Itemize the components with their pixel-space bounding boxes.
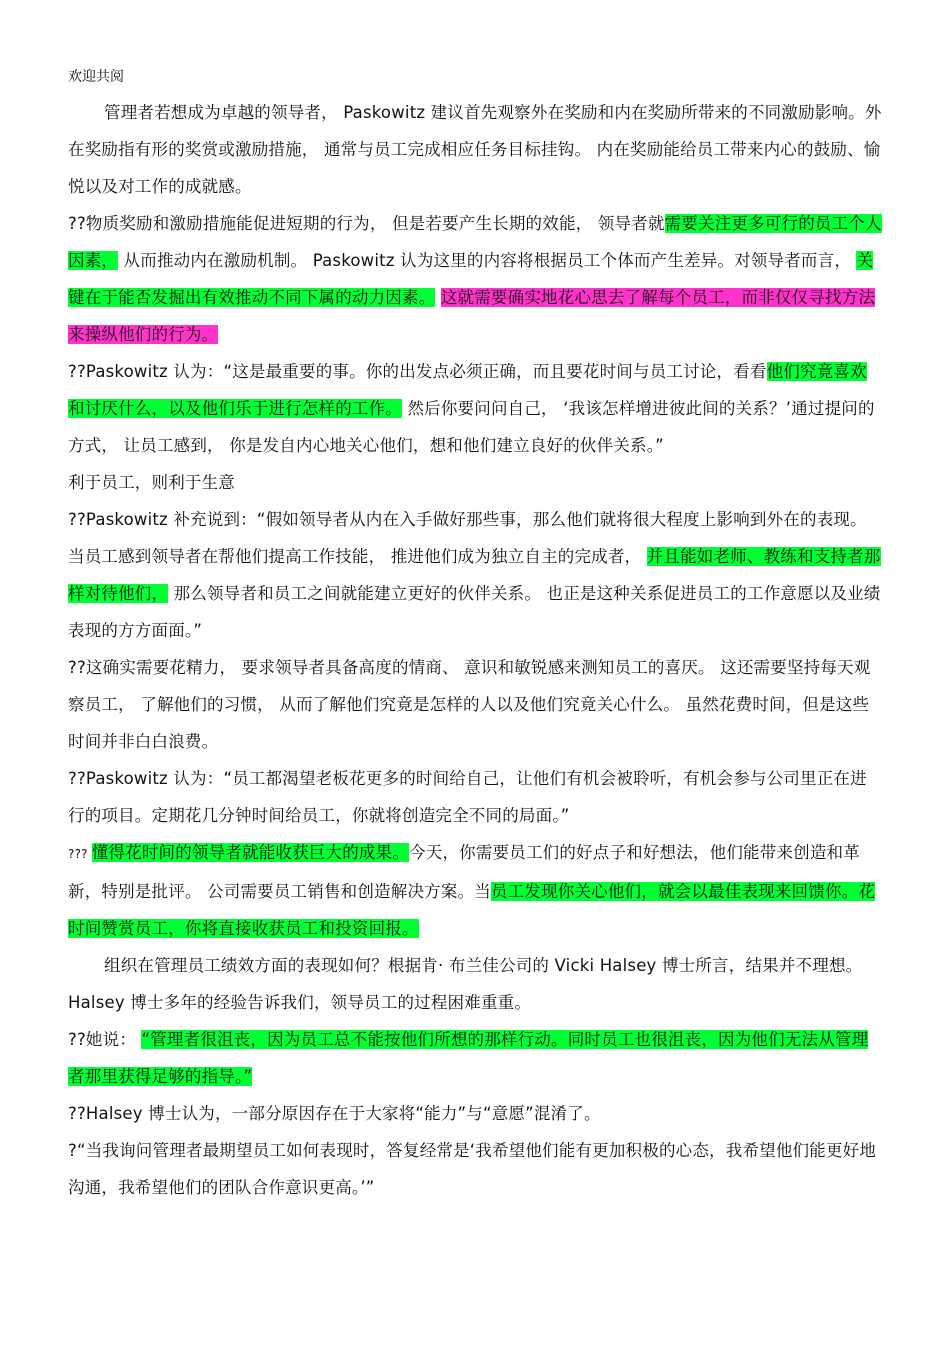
- paragraph-text: ??Paskowitz 补充说到：“假如领导者从内在入手做好那些事，那么他们就将很大程度上影响到外在的表现。当员工感到领导者在帮他们提高工作技能， 推进他们成为独立自主的完成者，: [68, 510, 867, 566]
- paragraph-text: 今天，你需要员工们的好点子和好想法，他们能带来创造和革新，特别是批评。 公司需要员工销售和创造解决方案。当: [68, 843, 860, 901]
- highlighted-text-magenta: 这就需要确实地花心思去了解每个员工，而非仅仅寻找方法来操纵他们的行为。: [68, 288, 876, 344]
- document-header-label: 欢迎共阅: [68, 69, 124, 85]
- paragraph-text: ??Paskowitz 认为：“员工都渴望老板花更多的时间给自己，让他们有机会被聆听，有机会参与公司里正在进行的项目。定期花几分钟时间给员工，你就将创造完全不同的局面。”: [68, 769, 867, 825]
- highlighted-text-green: 员工发现你关心他们，就会以最佳表现来回馈你。花时间赞赏员工，你将直接收获员工和投资回报。: [68, 882, 876, 938]
- paragraph-text: ?“当我询问管理者最期望员工如何表现时，答复经常是‘我希望他们能有更加积极的心态，我希望他们能更好地沟通，我希望他们的团队合作意识更高。’”: [68, 1141, 877, 1197]
- paragraph-text: ??这确实需要花精力， 要求领导者具备高度的情商、 意识和敏锐感来测知员工的喜厌。 这还需要坚持每天观察员工， 了解他们的习惯， 从而了解他们究竟是怎样的人以及他们究竟关心什么。 虽然花费时间，但是这些时间并非白白浪费。: [68, 658, 871, 751]
- paragraph: [68, 834, 882, 947]
- paragraph: [68, 205, 882, 353]
- highlighted-text-green: 他们究竟喜欢和讨厌什么，以及他们乐于进行怎样的工作。: [68, 362, 867, 418]
- paragraph: [68, 1095, 882, 1132]
- paragraph-marker: ???: [68, 847, 92, 861]
- paragraph: [68, 760, 882, 834]
- document-body: [68, 94, 882, 1206]
- paragraph: [68, 94, 882, 205]
- highlighted-text-green: 懂得花时间的领导者就能收获巨大的成果。: [91, 843, 410, 862]
- paragraph-text: 然后你要问问自己， ‘我该怎样增进彼此间的关系？’通过提问的方式， 让员工感到， 你是发自内心地关心他们，想和他们建立良好的伙伴关系。”: [68, 399, 875, 455]
- paragraph: [68, 947, 882, 1021]
- paragraph-text: 管理者若想成为卓越的领导者， Paskowitz 建议首先观察外在奖励和内在奖励所带来的不同激励影响。外在奖励指有形的奖赏或激励措施， 通常与员工完成相应任务目标挂钩。 内在奖励能给员工带来内心的鼓励、愉悦以及对工作的成就感。: [68, 103, 882, 196]
- paragraph: [68, 353, 882, 464]
- highlighted-text-green: “管理者很沮丧，因为员工总不能按他们所想的那样行动。同时员工也很沮丧，因为他们无法从管理者那里获得足够的指导。”: [68, 1030, 869, 1086]
- paragraph-text: ??Paskowitz 认为：“这是最重要的事。你的出发点必须正确，而且要花时间与员工讨论，看看: [68, 362, 767, 381]
- paragraph: [68, 1132, 882, 1206]
- paragraph-text: ??Halsey 博士认为，一部分原因存在于大家将“能力”与“意愿”混淆了。: [68, 1104, 601, 1123]
- paragraph: [68, 464, 882, 501]
- paragraph: [68, 1021, 882, 1095]
- highlighted-text-green: 关键在于能否发掘出有效推动不同下属的动力因素。: [68, 251, 874, 307]
- paragraph-text: 利于员工，则利于生意: [68, 473, 235, 492]
- paragraph-text: ??她说：: [68, 1030, 142, 1049]
- paragraph-text: ??物质奖励和激励措施能促进短期的行为， 但是若要产生长期的效能， 领导者就: [68, 214, 665, 233]
- paragraph: [68, 501, 882, 649]
- paragraph-text: 从而推动内在激励机制。 Paskowitz 认为这里的内容将根据员工个体而产生差异。对领导者而言，: [118, 251, 857, 270]
- paragraph-text: 那么领导者和员工之间就能建立更好的伙伴关系。 也正是这种关系促进员工的工作意愿以及业绩表现的方方面面。”: [68, 584, 881, 640]
- paragraph-text: 组织在管理员工绩效方面的表现如何？根据肯· 布兰佳公司的 Vicki Halsey 博士所言，结果并不理想。 Halsey 博士多年的经验告诉我们，领导员工的过程困难重重。: [68, 956, 863, 1012]
- highlighted-text-green: 需要关注更多可行的员工个人因素，: [68, 214, 882, 270]
- paragraph: [68, 649, 882, 760]
- highlighted-text-green: 并且能如老师、教练和支持者那样对待他们，: [68, 547, 881, 603]
